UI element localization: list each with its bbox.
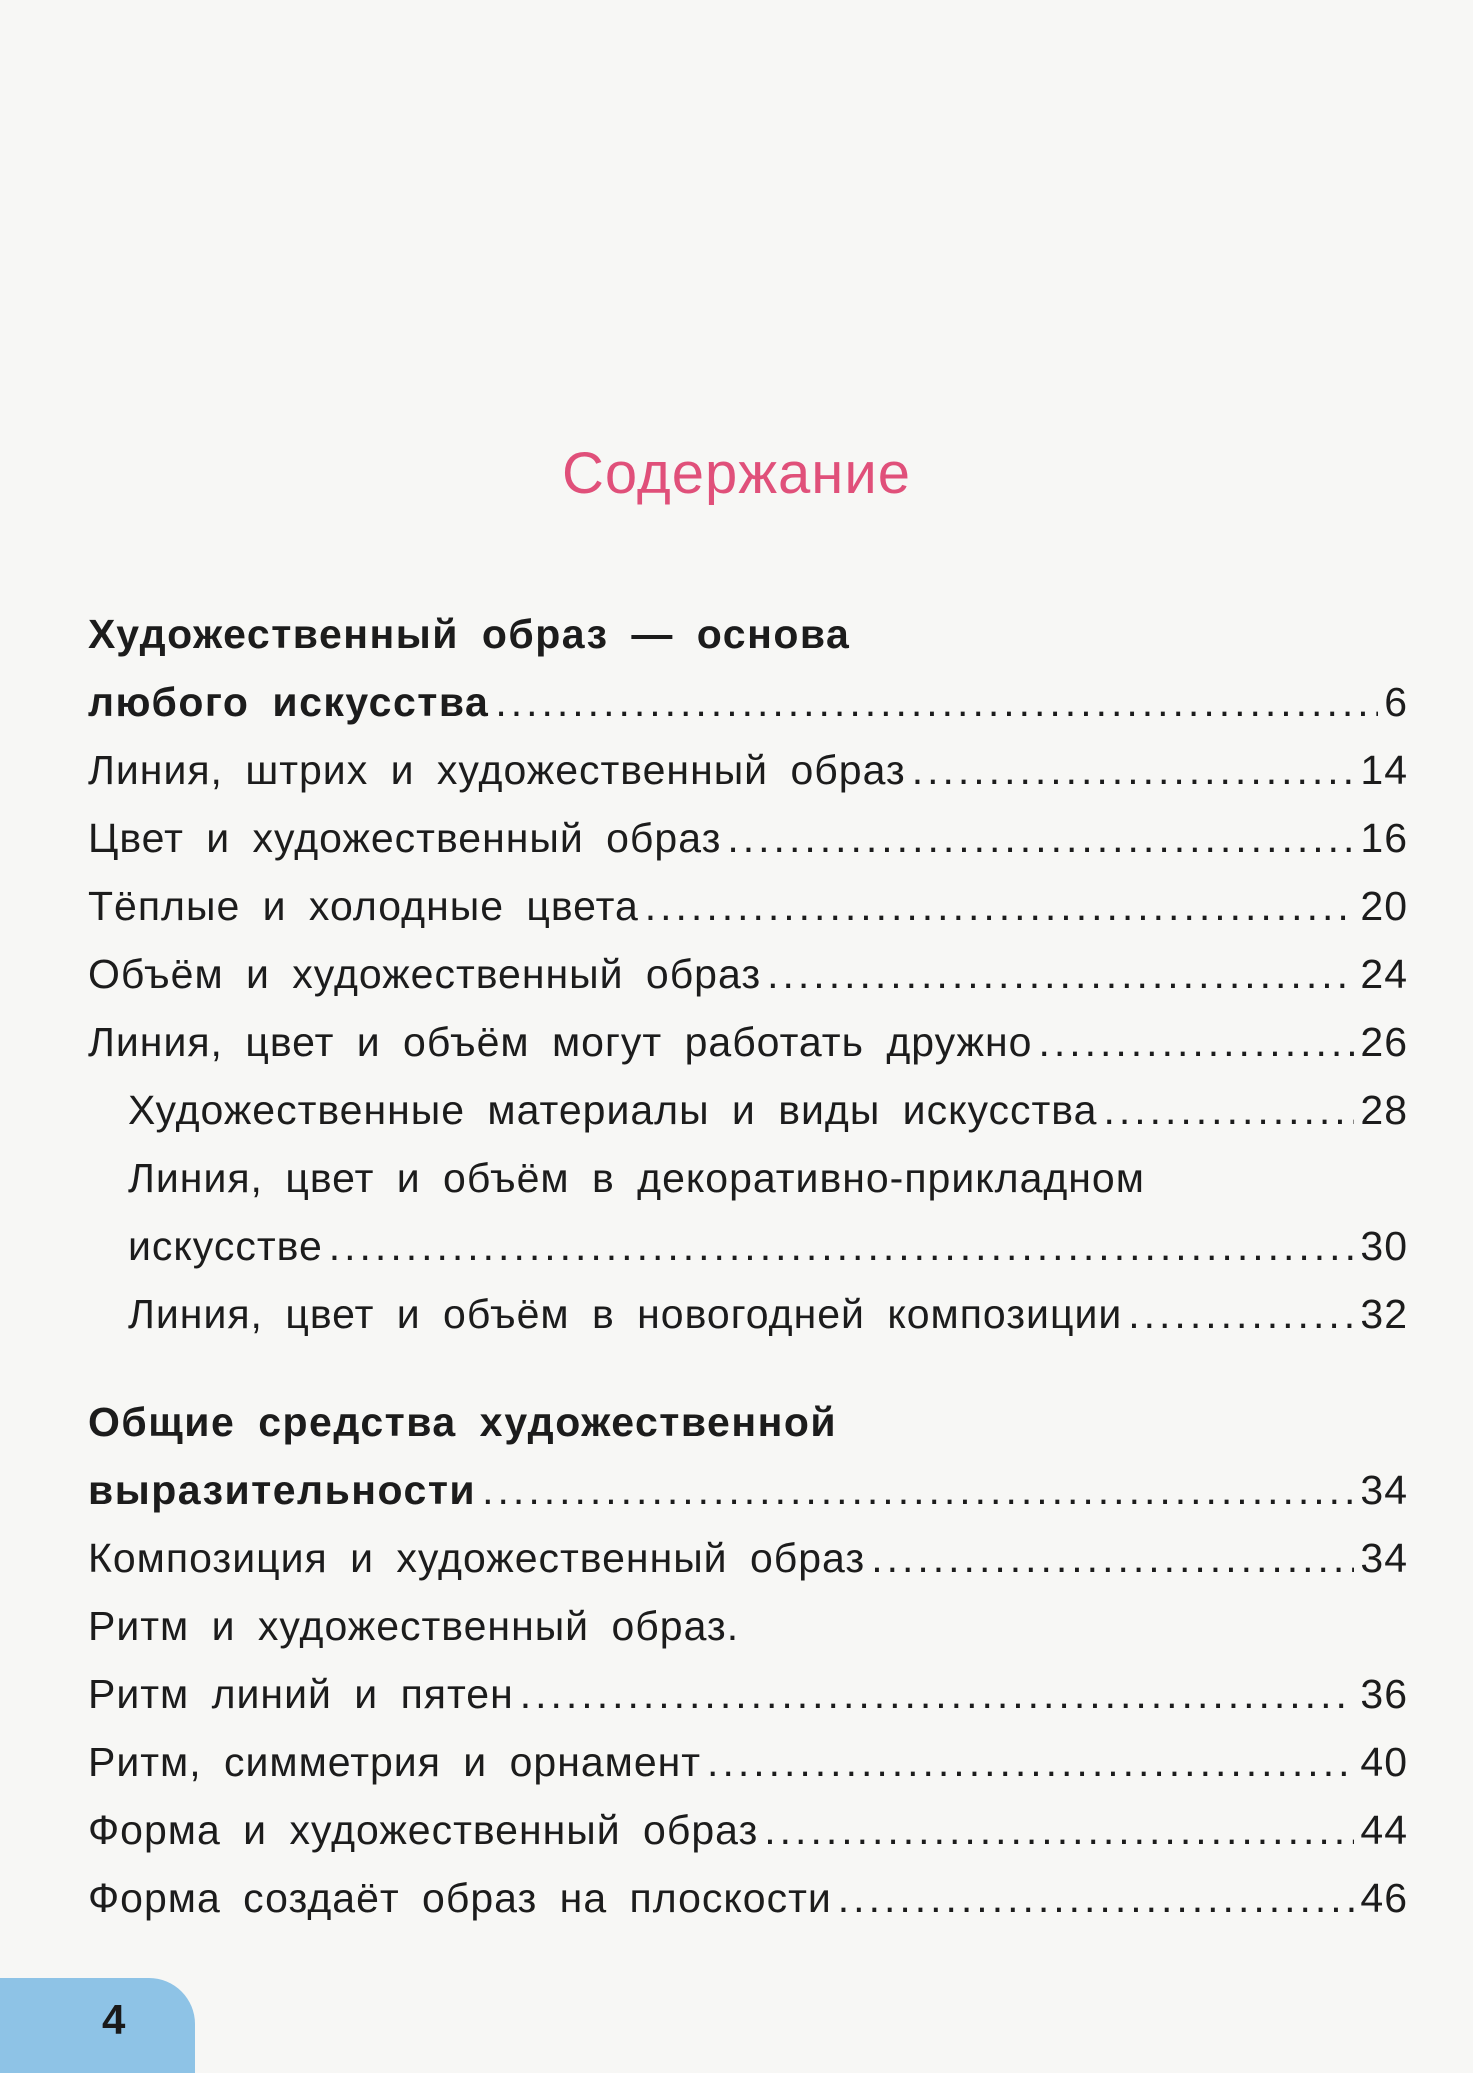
dot-leader (1128, 1280, 1354, 1348)
toc-entry (88, 1008, 1408, 1076)
toc-entry-label-line1: Ритм и художественный образ. (88, 1603, 740, 1649)
toc-entry-label-line2: Ритм линий и пятен (88, 1671, 514, 1717)
dot-leader (495, 668, 1378, 736)
table-of-contents (88, 600, 1408, 1932)
page-ref: 14 (1360, 747, 1408, 793)
toc-entry-label: Ритм, симметрия и орнамент (88, 1739, 702, 1785)
toc-entry-label: Композиция и художественный образ (88, 1535, 866, 1581)
dot-leader (1103, 1076, 1354, 1144)
dot-leader (727, 804, 1354, 872)
page-ref: 26 (1360, 1019, 1408, 1065)
section-gap (88, 1348, 1408, 1388)
dot-leader (520, 1660, 1355, 1728)
page-ref: 36 (1360, 1671, 1408, 1717)
toc-subentry (88, 1076, 1408, 1144)
toc-subentry-label: Художественные материалы и виды искусства (128, 1087, 1098, 1133)
toc-entry (88, 1660, 1408, 1728)
page-ref: 28 (1360, 1087, 1408, 1133)
section-title-line1: Общие средства художественной (88, 1399, 838, 1445)
toc-entry (88, 1524, 1408, 1592)
toc-entry-label: Тёплые и холодные цвета (88, 883, 639, 929)
dot-leader (707, 1728, 1354, 1796)
page-ref: 30 (1360, 1223, 1408, 1269)
toc-subentry (88, 1280, 1408, 1348)
page-ref: 46 (1360, 1875, 1408, 1921)
section-title-row (88, 668, 1408, 736)
toc-subentry-label-line2: искусстве (128, 1223, 323, 1269)
toc-entry (88, 1864, 1408, 1932)
page-number-tab (0, 1978, 195, 2073)
section-title-line2: выразительности (88, 1467, 477, 1513)
page-number: 4 (102, 1996, 126, 2043)
page-ref: 40 (1360, 1739, 1408, 1785)
toc-entry (88, 804, 1408, 872)
page-ref: 32 (1360, 1291, 1408, 1337)
dot-leader (912, 736, 1355, 804)
section-title-line2: любого искусства (88, 679, 490, 725)
dot-leader (764, 1796, 1354, 1864)
toc-entry-label: Форма создаёт образ на плоскости (88, 1875, 832, 1921)
dot-leader (645, 872, 1355, 940)
toc-subentry (88, 1212, 1408, 1280)
page-title: Содержание (562, 441, 911, 506)
toc-entry (88, 1796, 1408, 1864)
toc-subentry-label: Линия, цвет и объём в новогодней композиции (128, 1291, 1123, 1337)
toc-entry-label: Линия, цвет и объём могут работать дружно (88, 1019, 1033, 1065)
dot-leader (1038, 1008, 1354, 1076)
page-ref: 16 (1360, 815, 1408, 861)
toc-entry-label: Форма и художественный образ (88, 1807, 759, 1853)
toc-entry (88, 872, 1408, 940)
dot-leader (871, 1524, 1354, 1592)
dot-leader (838, 1864, 1355, 1932)
page-ref: 34 (1360, 1535, 1408, 1581)
page-ref: 34 (1360, 1467, 1408, 1513)
dot-leader (767, 940, 1354, 1008)
page-ref: 24 (1360, 951, 1408, 997)
toc-entry-label: Объём и художественный образ (88, 951, 762, 997)
section-title-row (88, 1456, 1408, 1524)
toc-entry-label: Линия, штрих и художественный образ (88, 747, 906, 793)
section-title-line1: Художественный образ — основа (88, 611, 851, 657)
dot-leader (329, 1212, 1355, 1280)
toc-entry (88, 940, 1408, 1008)
page-ref: 6 (1384, 679, 1408, 725)
dot-leader (482, 1456, 1354, 1524)
toc-entry (88, 1728, 1408, 1796)
toc-entry (88, 736, 1408, 804)
page-ref: 20 (1360, 883, 1408, 929)
toc-entry-label: Цвет и художественный образ (88, 815, 722, 861)
page-ref: 44 (1360, 1807, 1408, 1853)
toc-subentry-label-line1: Линия, цвет и объём в декоративно-прикладном (128, 1155, 1145, 1201)
